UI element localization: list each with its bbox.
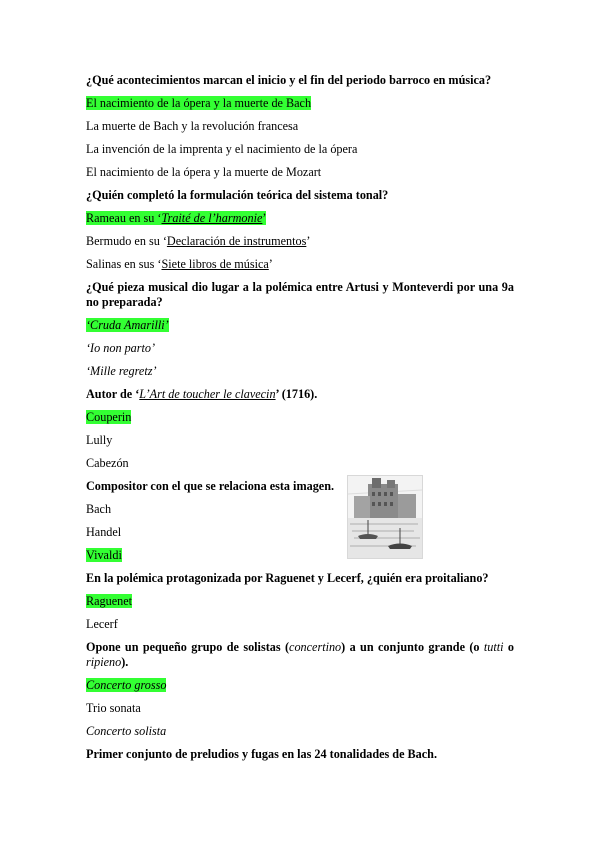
option-3b: ‘Io non parto’ — [86, 341, 156, 355]
option-5b: Handel — [86, 525, 122, 539]
correct-answer: Vivaldi — [86, 548, 122, 562]
engraving-illustration — [348, 476, 422, 558]
question-1: ¿Qué acontecimientos marcan el inicio y el fin del periodo barroco en música? — [86, 73, 492, 87]
question-3-line-1: ¿Qué pieza musical dio lugar a la polémica entre Artusi y Monteverdi por una 9a — [86, 280, 514, 294]
question-3-line-2: no preparada? — [86, 295, 163, 309]
question-6: En la polémica protagonizada por Raguenet y Lecerf, ¿quién era proitaliano? — [86, 571, 489, 585]
option-1d: El nacimiento de la ópera y la muerte de Mozart — [86, 165, 322, 179]
option-1b: La muerte de Bach y la revolución francesa — [86, 119, 299, 133]
option-4a — [86, 410, 131, 425]
option-3c: ‘Mille regretz’ — [86, 364, 157, 378]
correct-answer: Couperin — [86, 410, 132, 424]
option-4b: Lully — [86, 433, 113, 447]
option-5c — [86, 548, 122, 563]
option-2b: Bermudo en su ‘Declaración de instrumentos’ — [86, 234, 311, 248]
question-2: ¿Quién completó la formulación teórica del sistema tonal? — [86, 188, 389, 202]
option-1a — [86, 96, 311, 111]
correct-answer: Raguenet — [86, 594, 133, 608]
question-7-line-1: Opone un pequeño grupo de solistas (concertino) a un conjunto grande (o tutti o — [86, 640, 514, 654]
option-5a: Bach — [86, 502, 112, 516]
question-7-line-2: ripieno). — [86, 655, 129, 669]
option-2a — [86, 211, 266, 226]
correct-answer: El nacimiento de la ópera y la muerte de Bach — [86, 96, 312, 110]
correct-answer: Rameau en su ‘Traité de l’harmonie’ — [86, 211, 267, 225]
option-7b: Trio sonata — [86, 701, 141, 715]
option-1c: La invención de la imprenta y el nacimiento de la ópera — [86, 142, 358, 156]
option-6b: Lecerf — [86, 617, 118, 631]
option-2c: Salinas en sus ‘Siete libros de música’ — [86, 257, 273, 271]
question-5: Compositor con el que se relaciona esta imagen. — [86, 479, 335, 493]
option-3a — [86, 318, 169, 333]
option-7c: Concerto solista — [86, 724, 167, 738]
correct-answer: ‘Cruda Amarilli’ — [86, 318, 169, 332]
correct-answer: Concerto grosso — [86, 678, 167, 692]
option-7a — [86, 678, 166, 693]
option-4c: Cabezón — [86, 456, 129, 470]
venice-engraving-image — [347, 475, 423, 559]
question-8: Primer conjunto de preludios y fugas en las 24 tonalidades de Bach. — [86, 747, 437, 761]
option-6a — [86, 594, 132, 609]
question-4: Autor de ‘L’Art de toucher le clavecin’ (1716). — [86, 387, 318, 401]
